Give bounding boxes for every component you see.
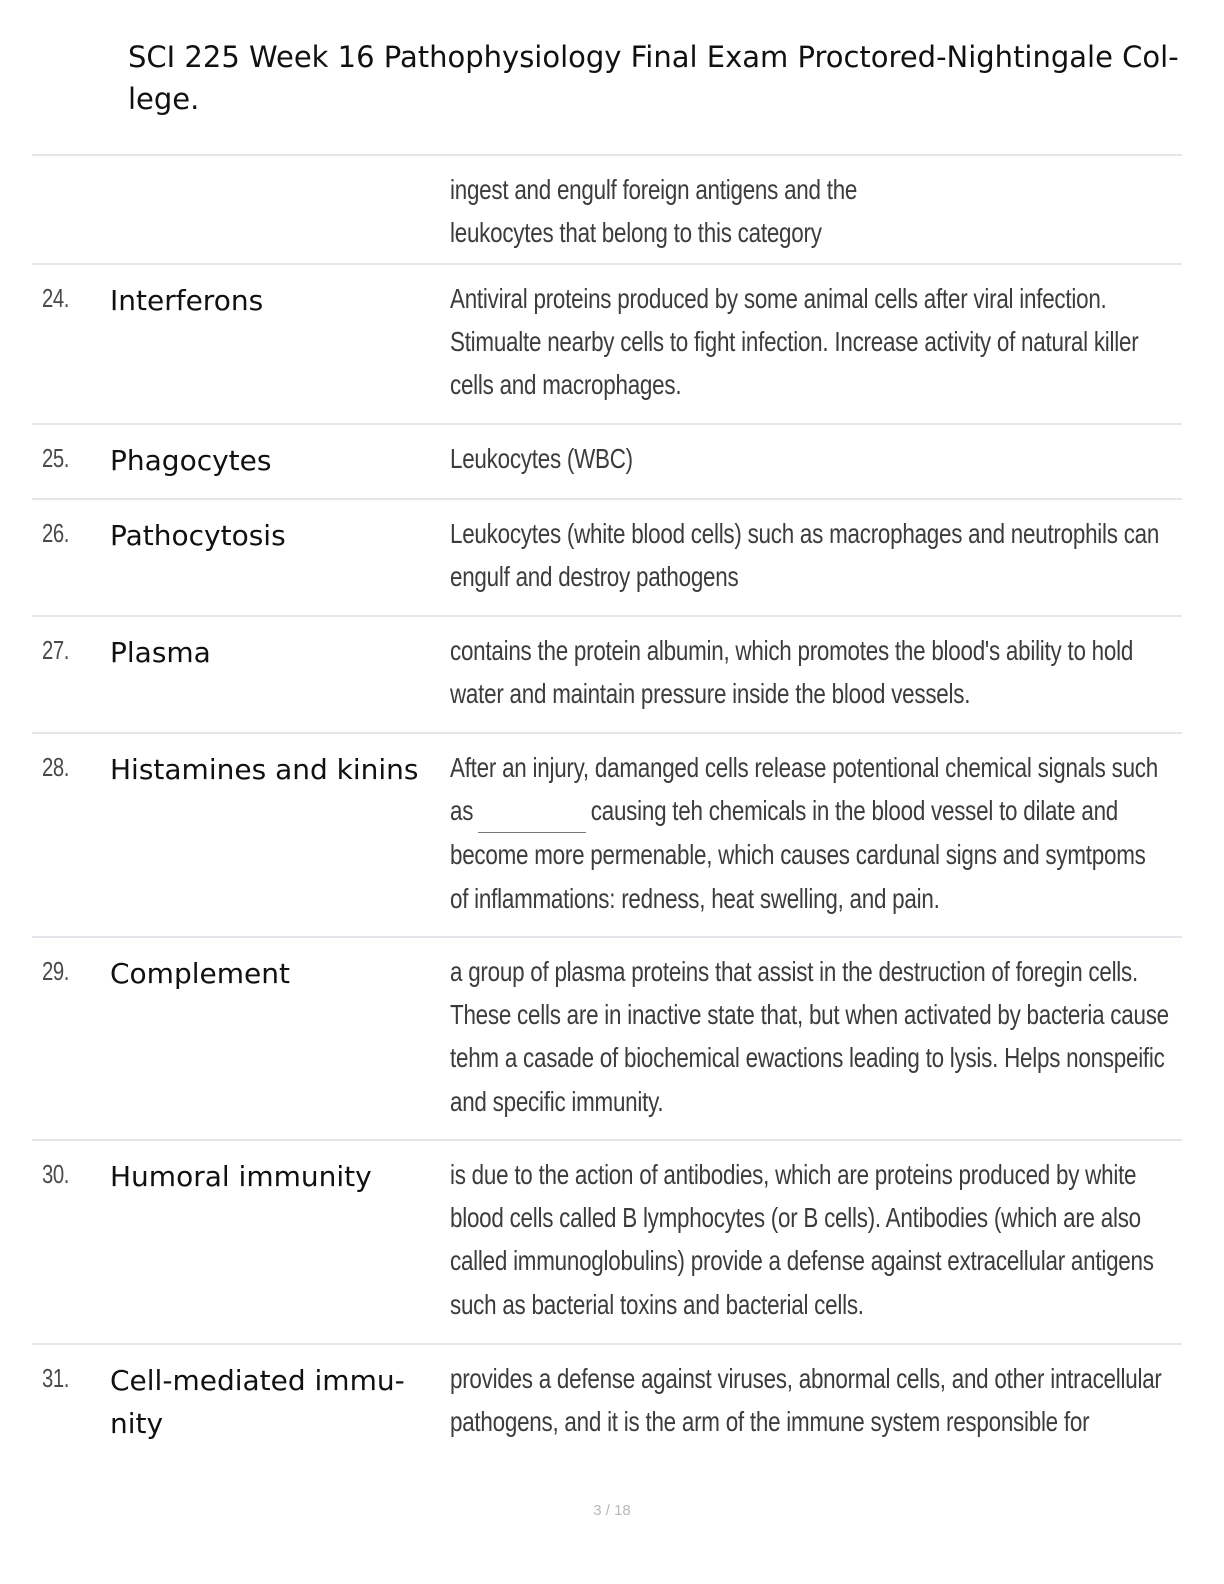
term-line: Interferons bbox=[110, 284, 264, 317]
definition-line: Leukocytes (white blood cells) such as macrophages and neutrophils can bbox=[450, 518, 1160, 549]
term-line: Cell-mediated immu- bbox=[110, 1364, 405, 1397]
definition-line: These cells are in inactive state that, but when activated by bacteria cause bbox=[450, 999, 1169, 1031]
term-line: Pathocytosis bbox=[110, 519, 286, 552]
table-row bbox=[32, 500, 1182, 617]
row-number: 25. bbox=[42, 443, 70, 473]
row-number: 30. bbox=[42, 1159, 70, 1189]
table-row bbox=[32, 617, 1182, 734]
definition-line: After an injury, damanged cells release potentional chemical signals such bbox=[450, 752, 1158, 783]
definition-line: engulf and destroy pathogens bbox=[450, 561, 739, 593]
table-row bbox=[32, 1345, 1182, 1455]
row-term bbox=[110, 1155, 445, 1198]
term-line: Humoral immunity bbox=[110, 1160, 372, 1193]
row-number: 24. bbox=[42, 283, 70, 313]
definition-line: Antiviral proteins produced by some animal cells after viral infection. bbox=[450, 283, 1107, 314]
table-row bbox=[32, 734, 1182, 938]
term-line: nity bbox=[110, 1407, 164, 1440]
definition-fragment: as bbox=[450, 795, 474, 827]
row-number: 28. bbox=[42, 752, 70, 782]
terms-table bbox=[32, 154, 1182, 1455]
row-number: 29. bbox=[42, 956, 70, 986]
term-line: Phagocytes bbox=[110, 444, 272, 477]
definition-line: tehm a casade of biochemical ewactions leading to lysis. Helps nonspeific bbox=[450, 1042, 1165, 1074]
row-definition bbox=[450, 512, 1185, 598]
definition-line: contains the protein albumin, which promotes the blood's ability to hold bbox=[450, 635, 1134, 666]
term-line: Plasma bbox=[110, 636, 211, 669]
term-line: Histamines and kinins bbox=[110, 753, 419, 786]
definition-line: water and maintain pressure inside the blood vessels. bbox=[450, 678, 971, 710]
definition-line: a group of plasma proteins that assist in the destruction of foregin cells. bbox=[450, 956, 1138, 987]
row-definition bbox=[450, 168, 1185, 254]
page-number: 3 / 18 bbox=[593, 1502, 631, 1519]
table-row bbox=[32, 265, 1182, 425]
row-number: 31. bbox=[42, 1363, 70, 1393]
row-number: 27. bbox=[42, 635, 70, 665]
row-term bbox=[110, 748, 445, 791]
row-definition bbox=[450, 629, 1185, 715]
document-title-line: lege. bbox=[128, 82, 200, 116]
definition-line: become more permenable, which causes cardunal signs and symtpoms bbox=[450, 839, 1146, 871]
definition-line: such as bacterial toxins and bacterial cells. bbox=[450, 1288, 864, 1320]
table-row bbox=[32, 156, 1182, 265]
definition-fragment: causing teh chemicals in the blood vessel to dilate and bbox=[590, 795, 1119, 827]
definition-line: pathogens, and it is the arm of the immune system responsible for bbox=[450, 1406, 1090, 1438]
fill-in-blank bbox=[478, 789, 586, 833]
row-definition bbox=[450, 437, 1185, 480]
row-term bbox=[110, 439, 445, 482]
definition-line: Leukocytes (WBC) bbox=[450, 443, 633, 474]
row-number: 26. bbox=[42, 518, 70, 548]
definition-line: of inflammations: redness, heat swelling, and pain. bbox=[450, 882, 940, 914]
definition-line: is due to the action of antibodies, which are proteins produced by white bbox=[450, 1159, 1137, 1190]
row-term bbox=[110, 1359, 445, 1445]
row-term bbox=[110, 279, 445, 322]
document-title bbox=[128, 36, 1203, 120]
row-term bbox=[110, 514, 445, 557]
row-definition bbox=[450, 1153, 1185, 1326]
row-term bbox=[110, 631, 445, 674]
row-definition bbox=[450, 950, 1185, 1123]
definition-line: and specific immunity. bbox=[450, 1085, 664, 1117]
row-term bbox=[110, 952, 445, 995]
row-definition bbox=[450, 277, 1185, 407]
table-row bbox=[32, 1141, 1182, 1345]
table-row bbox=[32, 425, 1182, 500]
row-definition bbox=[450, 1357, 1185, 1443]
definition-line: cells and macrophages. bbox=[450, 369, 682, 401]
definition-line: called immunoglobulins) provide a defense against extracellular antigens bbox=[450, 1245, 1154, 1277]
definition-line: provides a defense against viruses, abnormal cells, and other intracellular bbox=[450, 1363, 1162, 1394]
definition-line: leukocytes that belong to this category bbox=[450, 217, 822, 249]
definition-line: blood cells called B lymphocytes (or B cells). Antibodies (which are also bbox=[450, 1202, 1141, 1234]
definition-line: ingest and engulf foreign antigens and the bbox=[450, 174, 858, 205]
row-definition bbox=[450, 746, 1185, 920]
document-title-line: SCI 225 Week 16 Pathophysiology Final Exam Proctored-Nightingale Col- bbox=[128, 40, 1179, 74]
table-row bbox=[32, 938, 1182, 1141]
term-line: Complement bbox=[110, 957, 290, 990]
definition-line bbox=[450, 789, 1119, 833]
definition-line: Stimualte nearby cells to fight infection. Increase activity of natural killer bbox=[450, 326, 1139, 358]
